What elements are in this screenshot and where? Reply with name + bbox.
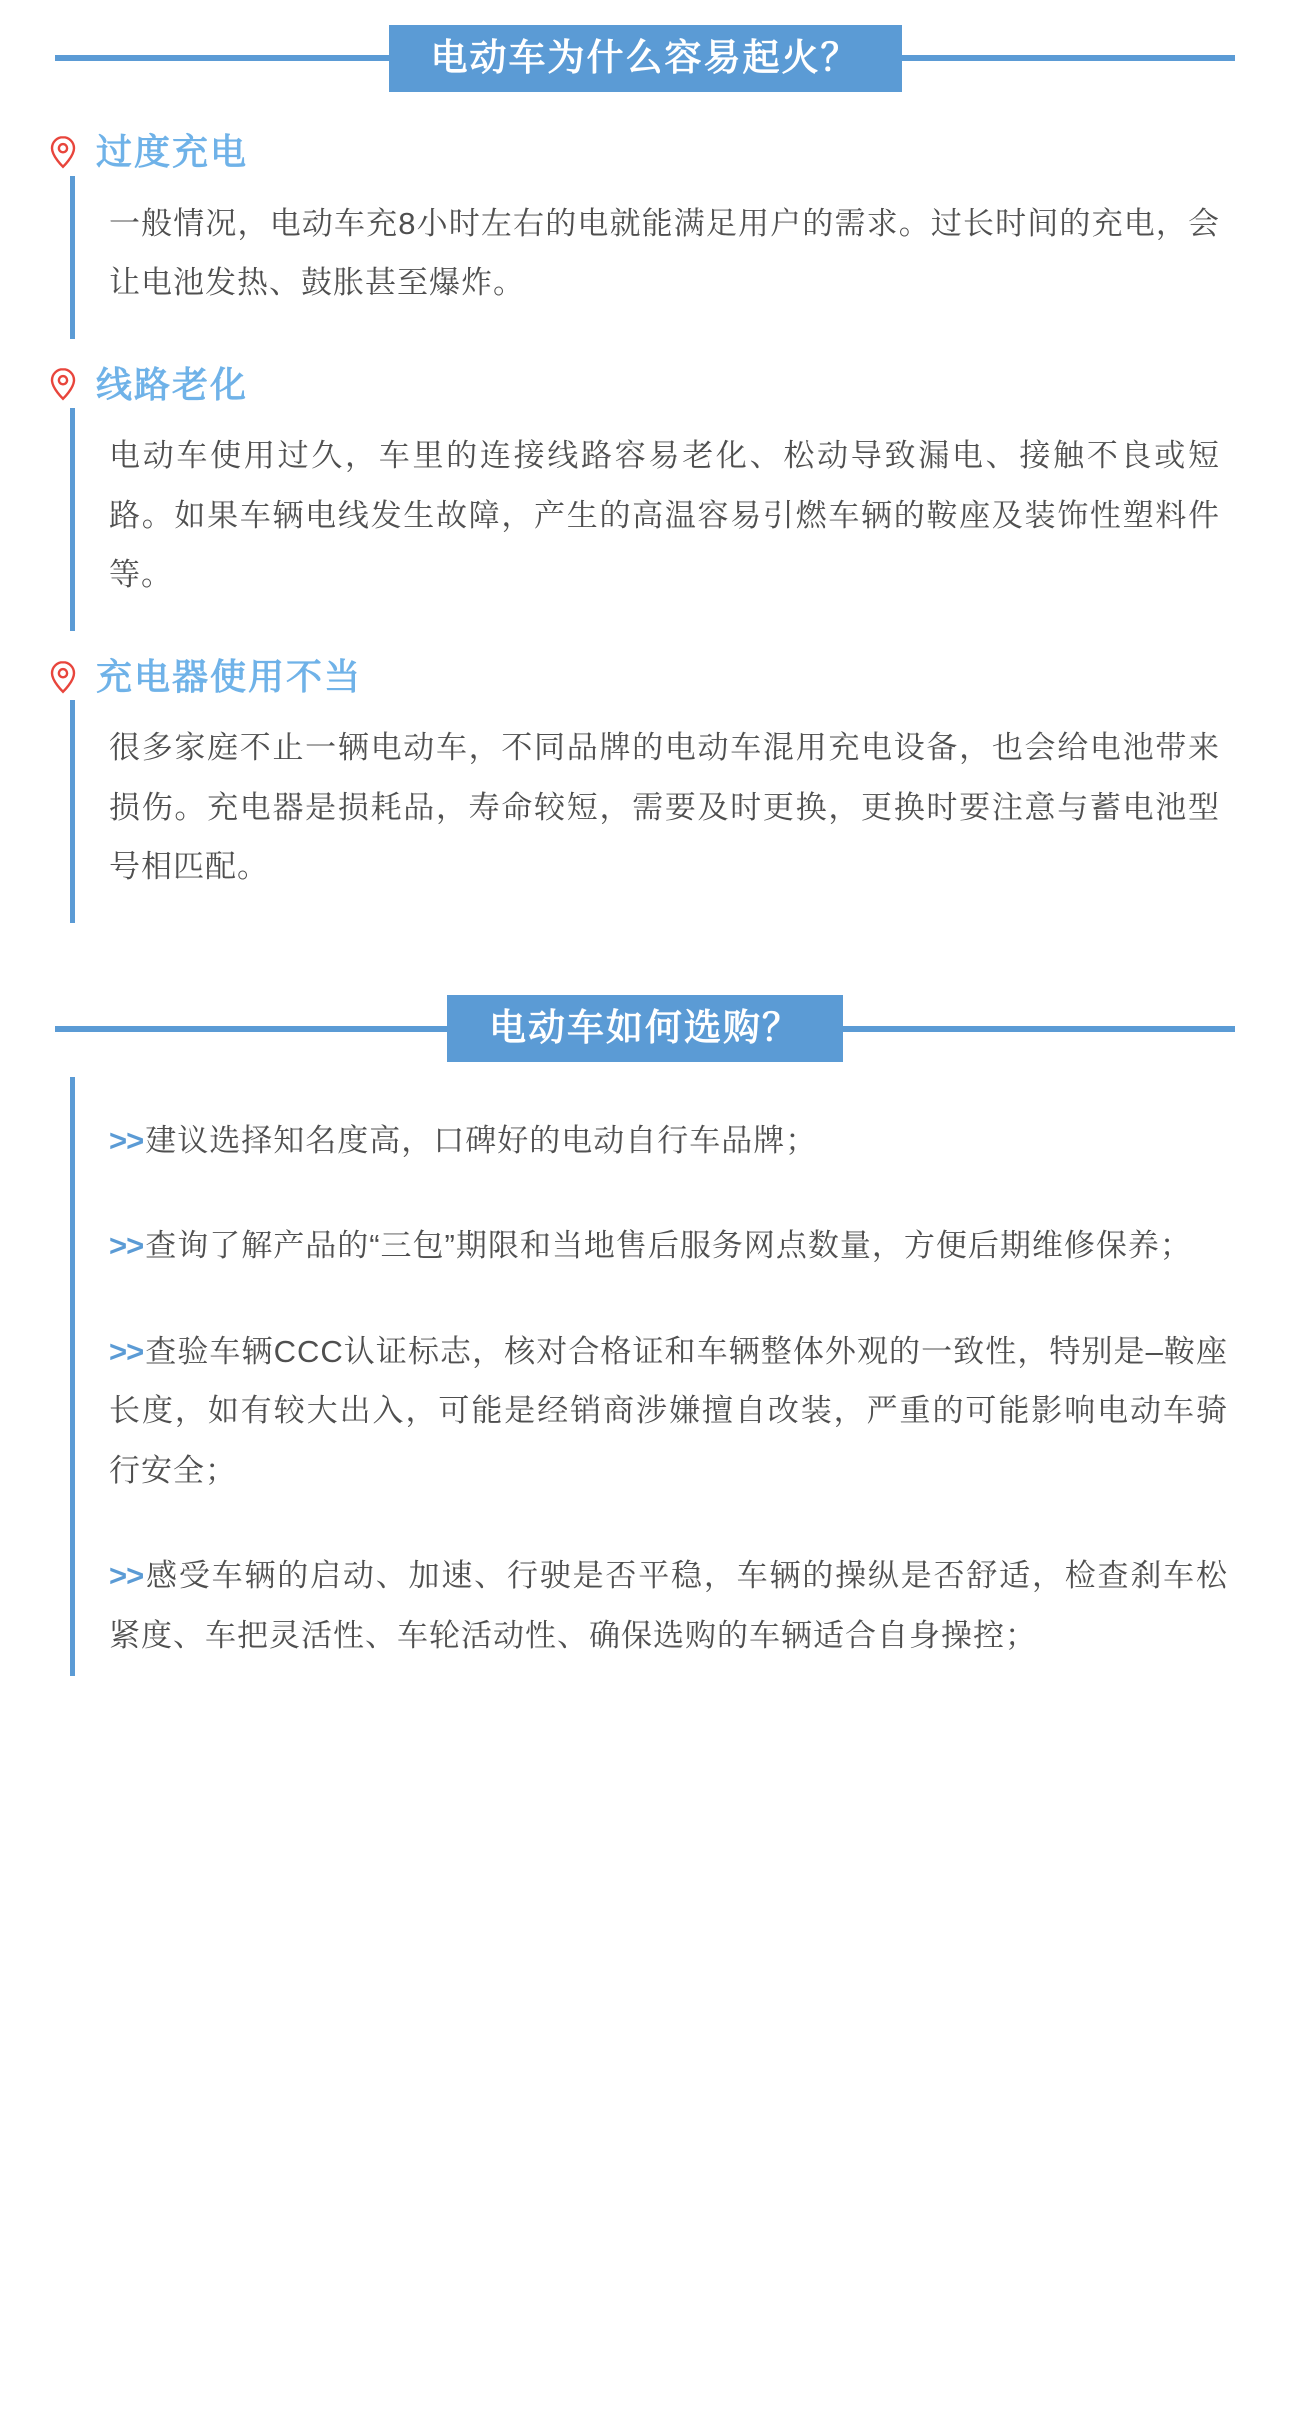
list-item — [109, 1322, 1228, 1501]
location-pin-icon — [46, 660, 80, 694]
reason-block-overcharge — [0, 132, 1290, 339]
section-title-fire-causes: 电动车为什么容易起火？ — [389, 25, 902, 92]
section-header-fire-causes — [0, 10, 1290, 106]
article-page — [0, 10, 1290, 1716]
reason-block-charger-misuse — [0, 657, 1290, 923]
reason-title: 线路老化 — [96, 363, 249, 405]
section-buying-guide — [0, 981, 1290, 1676]
list-item — [109, 1546, 1228, 1665]
list-item — [109, 1111, 1228, 1171]
list-item-text: 查询了解产品的“三包”期限和当地售后服务网点数量，方便后期维修保养； — [145, 1228, 1192, 1264]
reason-body: 很多家庭不止一辆电动车，不同品牌的电动车混用充电设备，也会给电池带来损伤。充电器是损耗品，寿命较短，需要及时更换，更换时要注意与蓄电池型号相匹配。 — [70, 700, 1290, 923]
buying-tips-list — [70, 1077, 1290, 1676]
list-item-text: 感受车辆的启动、加速、行驶是否平稳，车辆的操纵是否舒适，检查刹车松紧度、车把灵活性、车轮活动性、确保选购的车辆适合自身操控； — [109, 1558, 1228, 1653]
reason-body: 一般情况，电动车充8小时左右的电就能满足用户的需求。过长时间的充电，会让电池发热、鼓胀甚至爆炸。 — [70, 176, 1290, 339]
list-item — [109, 1216, 1228, 1276]
section-header-buying-guide — [0, 981, 1290, 1077]
section-title-buying-guide: 电动车如何选购？ — [447, 995, 843, 1062]
list-item-text: 查验车辆CCC认证标志，核对合格证和车辆整体外观的一致性，特别是–鞍座长度，如有较大出入，可能是经销商涉嫌擅自改装，严重的可能影响电动车骑行安全； — [109, 1333, 1228, 1488]
reason-title: 过度充电 — [96, 131, 249, 172]
list-item-text: 建议选择知名度高，口碑好的电动自行车品牌； — [145, 1122, 818, 1158]
reason-title: 充电器使用不当 — [96, 655, 363, 697]
reason-title-row — [0, 132, 1290, 172]
arrow-marker-icon: >> — [109, 1333, 144, 1369]
location-pin-icon — [46, 135, 80, 169]
reason-title-row — [0, 657, 1290, 697]
reason-block-aging-wiring — [0, 365, 1290, 631]
arrow-marker-icon: >> — [109, 1228, 144, 1264]
reason-title-row — [0, 365, 1290, 405]
arrow-marker-icon: >> — [109, 1122, 144, 1158]
location-pin-icon — [46, 367, 80, 401]
reason-body: 电动车使用过久，车里的连接线路容易老化、松动导致漏电、接触不良或短路。如果车辆电线发生故障，产生的高温容易引燃车辆的鞍座及装饰性塑料件等。 — [70, 408, 1290, 631]
arrow-marker-icon: >> — [109, 1558, 144, 1594]
